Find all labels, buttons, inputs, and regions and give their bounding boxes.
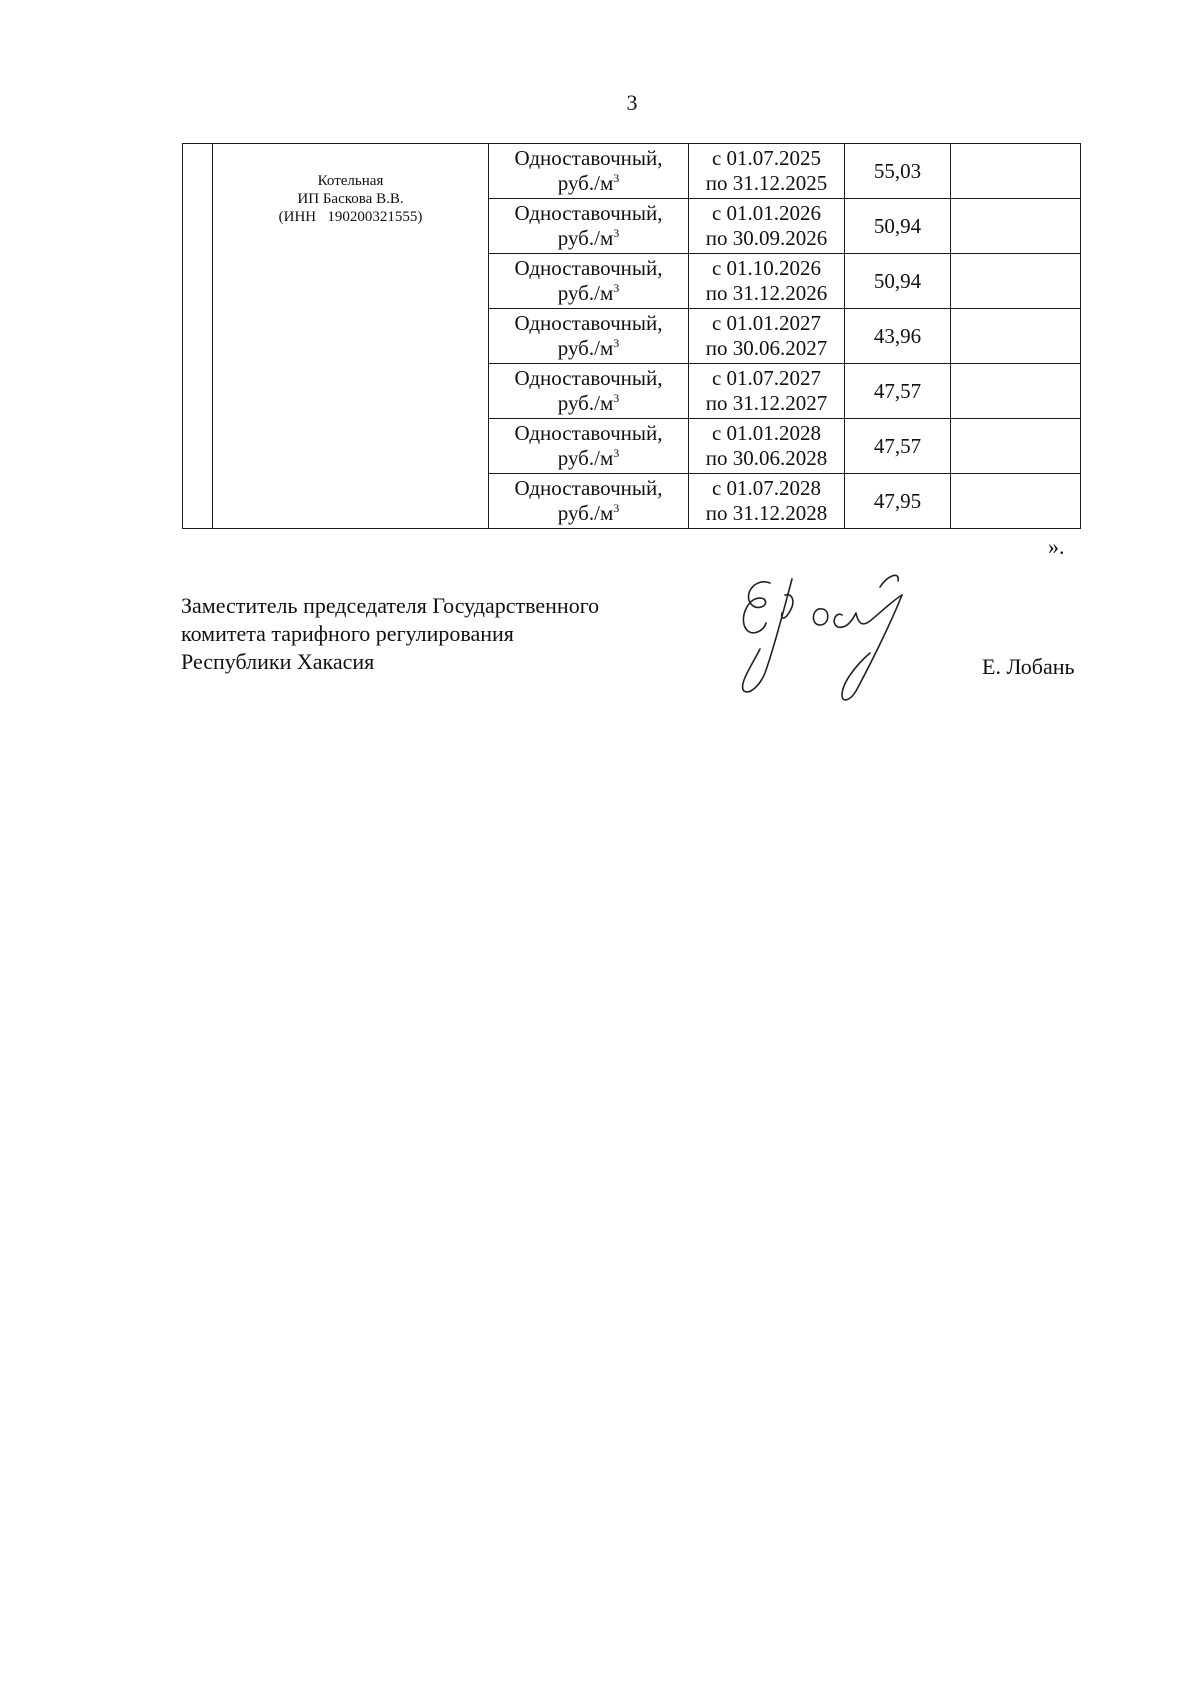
period-cell: [689, 144, 845, 199]
tariff-unit: руб./м: [557, 336, 614, 360]
period-from: с 01.10.2026: [711, 256, 822, 280]
period-from: с 01.01.2028: [711, 421, 822, 445]
tariff-value: 43,96: [845, 309, 951, 364]
period-cell: [689, 254, 845, 309]
tariff-unit-exponent: 3: [613, 226, 620, 240]
organization-cell: [213, 144, 489, 529]
tariff-value: 47,95: [845, 474, 951, 529]
period-cell: [689, 364, 845, 419]
tariff-value: 50,94: [845, 254, 951, 309]
period-to: по 31.12.2027: [705, 391, 828, 415]
tariff-type-cell: [489, 144, 689, 199]
period-cell: [689, 309, 845, 364]
tariff-type-cell: [489, 364, 689, 419]
period-from: с 01.07.2025: [711, 146, 822, 170]
organization-owner: ИП Баскова В.В.: [297, 191, 404, 207]
empty-cell: [951, 144, 1081, 199]
period-from: с 01.01.2026: [711, 201, 822, 225]
tariff-unit: руб./м: [557, 281, 614, 305]
period-to: по 30.09.2026: [705, 226, 828, 250]
period-to: по 30.06.2028: [705, 446, 828, 470]
tariff-type: Одноставочный,: [514, 311, 663, 335]
tariff-type-cell: [489, 419, 689, 474]
period-cell: [689, 474, 845, 529]
signer-title: [181, 592, 599, 676]
tariff-unit-exponent: 3: [613, 391, 620, 405]
empty-cell: [951, 309, 1081, 364]
empty-cell: [951, 254, 1081, 309]
signer-name: Е. Лобань: [982, 654, 1075, 679]
signer-title-line: Республики Хакасия: [181, 649, 375, 674]
tariff-type-cell: [489, 309, 689, 364]
tariff-type-cell: [489, 199, 689, 254]
period-to: по 31.12.2026: [705, 281, 828, 305]
period-to: по 31.12.2028: [705, 501, 828, 525]
empty-cell: [951, 364, 1081, 419]
period-to: по 31.12.2025: [705, 171, 828, 195]
tariff-type: Одноставочный,: [514, 476, 663, 500]
tariff-value: 55,03: [845, 144, 951, 199]
empty-cell: [951, 474, 1081, 529]
organization-inn: (ИНН 190200321555): [278, 209, 423, 225]
tariff-unit: руб./м: [557, 446, 614, 470]
period-from: с 01.07.2027: [711, 366, 822, 390]
period-cell: [689, 199, 845, 254]
tariff-value: 47,57: [845, 419, 951, 474]
period-from: с 01.01.2027: [711, 311, 822, 335]
period-from: с 01.07.2028: [711, 476, 822, 500]
table-body: [183, 144, 1081, 529]
tariff-unit-exponent: 3: [613, 281, 620, 295]
tariff-type: Одноставочный,: [514, 201, 663, 225]
tariff-unit-exponent: 3: [613, 501, 620, 515]
tariff-unit: руб./м: [557, 226, 614, 250]
row-number-cell: [183, 144, 213, 529]
period-cell: [689, 419, 845, 474]
tariff-type: Одноставочный,: [514, 256, 663, 280]
handwritten-signature: [730, 565, 930, 715]
tariff-unit-exponent: 3: [613, 446, 620, 460]
organization-name: Котельная: [317, 173, 384, 189]
signer-title-line: комитета тарифного регулирования: [181, 621, 514, 646]
tariff-unit-exponent: 3: [613, 336, 620, 350]
table-row: [183, 144, 1081, 199]
tariff-table: [182, 143, 1081, 529]
tariff-unit: руб./м: [557, 391, 614, 415]
tariff-unit: руб./м: [557, 171, 614, 195]
tariff-type-cell: [489, 254, 689, 309]
tariff-unit-exponent: 3: [613, 171, 620, 185]
tariff-type: Одноставочный,: [514, 366, 663, 390]
tariff-type: Одноставочный,: [514, 421, 663, 445]
tariff-type-cell: [489, 474, 689, 529]
tariff-value: 50,94: [845, 199, 951, 254]
signer-title-line: Заместитель председателя Государственного: [181, 593, 600, 618]
tariff-type: Одноставочный,: [514, 146, 663, 170]
tariff-unit: руб./м: [557, 501, 614, 525]
closing-quote: ».: [1048, 534, 1065, 559]
empty-cell: [951, 419, 1081, 474]
page-number: 3: [626, 90, 638, 115]
tariff-value: 47,57: [845, 364, 951, 419]
empty-cell: [951, 199, 1081, 254]
period-to: по 30.06.2027: [705, 336, 828, 360]
